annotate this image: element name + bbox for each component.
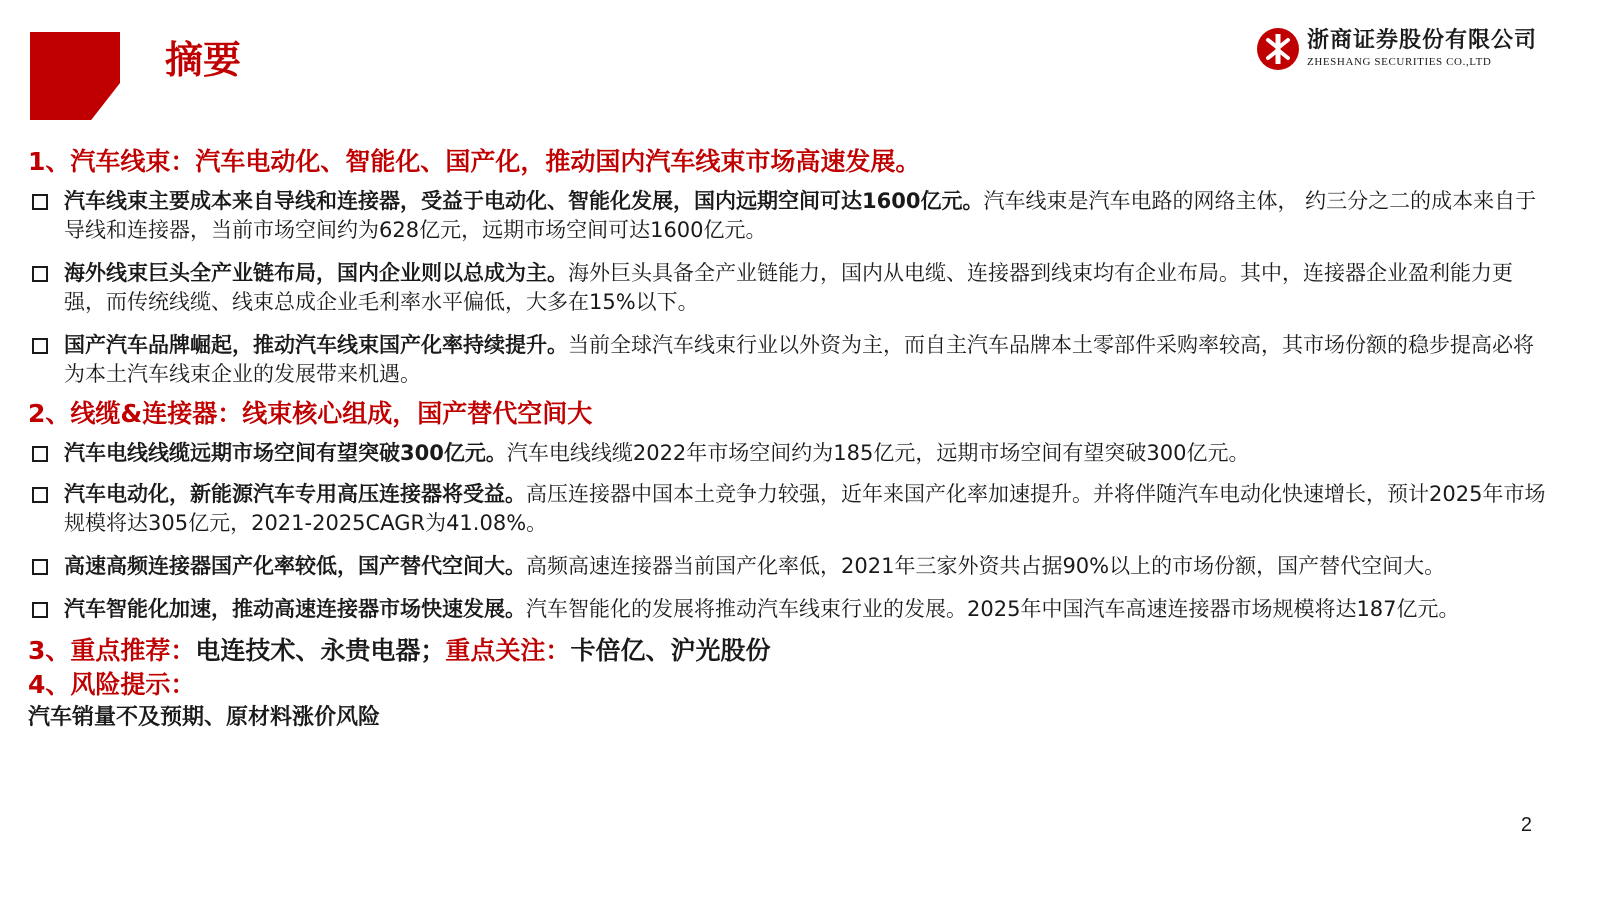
- item-text: 海外巨头具备全产业链能力，国内从电缆、连接器到线束均有企业布局。其中，连接器企业盈利能力更强，而传统线缆、线束总成企业毛利率水平偏低，大多在15%以下。: [64, 261, 1513, 314]
- checkbox-bullet-icon: [32, 338, 48, 354]
- company-name-cn: 浙商证券股份有限公司: [1307, 28, 1538, 53]
- item-text: 汽车智能化的发展将推动汽车线束行业的发展。2025年中国汽车高速连接器市场规模将达187亿元。: [526, 597, 1460, 621]
- focus-label: 重点关注：: [445, 636, 571, 665]
- item-text: 汽车线束是汽车电路的网络主体， 约三分之二的成本来自于导线和连接器，当前市场空间约为628亿元，远期市场空间可达1600亿元。: [64, 189, 1537, 242]
- item-bold-lead: 海外线束巨头全产业链布局，国内企业则以总成为主。: [64, 261, 568, 285]
- item-text: 汽车电线线缆2022年市场空间约为185亿元，远期市场空间有望突破300亿元。: [506, 441, 1250, 465]
- header-accent-block: [30, 32, 120, 120]
- checkbox-bullet-icon: [32, 266, 48, 282]
- summary-content: [28, 145, 1548, 734]
- recommendation-line: [28, 634, 1548, 668]
- focus-stocks: 卡倍亿、沪光股份: [570, 636, 771, 665]
- checkbox-bullet-icon: [32, 559, 48, 575]
- zheshang-logo-icon: [1255, 26, 1301, 72]
- company-name-en: ZHESHANG SECURITIES CO.,LTD: [1307, 56, 1492, 68]
- list-item: [28, 480, 1548, 538]
- item-bold-lead: 国产汽车品牌崛起，推动汽车线束国产化率持续提升。: [64, 333, 568, 357]
- list-item: [28, 595, 1548, 624]
- section-heading-2: 2、线缆&连接器：线束核心组成，国产替代空间大: [28, 399, 593, 428]
- recommended-stocks: 电连技术、永贵电器；: [195, 636, 446, 665]
- item-text: 当前全球汽车线束行业以外资为主，而自主汽车品牌本土零部件采购率较高，其市场份额的稳步提高必将为本土汽车线束企业的发展带来机遇。: [64, 333, 1534, 386]
- risk-text: 汽车销量不及预期、原材料涨价风险: [28, 705, 381, 730]
- item-bold-lead: 汽车线束主要成本来自导线和连接器，受益于电动化、智能化发展，国内远期空间可达1600亿元。: [64, 189, 984, 213]
- list-item: [28, 331, 1548, 389]
- checkbox-bullet-icon: [32, 602, 48, 618]
- item-text: 高频高速连接器当前国产化率低，2021年三家外资共占据90%以上的市场份额，国产替代空间大。: [526, 554, 1446, 578]
- risk-heading: 4、风险提示：: [28, 670, 196, 699]
- list-item: [28, 259, 1548, 317]
- item-text: 高压连接器中国本土竞争力较强，近年来国产化率加速提升。并将伴随汽车电动化快速增长，预计2025年市场规模将达305亿元，2021-2025CAGR为41.08%。: [64, 482, 1546, 535]
- page-number: 2: [1520, 814, 1532, 836]
- list-item: [28, 552, 1548, 581]
- page-title: 摘要: [165, 38, 242, 82]
- item-bold-lead: 汽车电线线缆远期市场空间有望突破300亿元。: [64, 441, 507, 465]
- item-bold-lead: 汽车智能化加速，推动高速连接器市场快速发展。: [64, 597, 526, 621]
- checkbox-bullet-icon: [32, 446, 48, 462]
- checkbox-bullet-icon: [32, 194, 48, 210]
- item-bold-lead: 高速高频连接器国产化率较低，国产替代空间大。: [64, 554, 526, 578]
- section-heading-1: 1、汽车线束：汽车电动化、智能化、国产化，推动国内汽车线束市场高速发展。: [28, 147, 921, 176]
- item-bold-lead: 汽车电动化，新能源汽车专用高压连接器将受益。: [64, 482, 526, 506]
- checkbox-bullet-icon: [32, 487, 48, 503]
- company-logo: [1255, 26, 1545, 74]
- recommend-prefix: 3、重点推荐：: [28, 636, 196, 665]
- list-item: [28, 439, 1548, 468]
- list-item: [28, 187, 1548, 245]
